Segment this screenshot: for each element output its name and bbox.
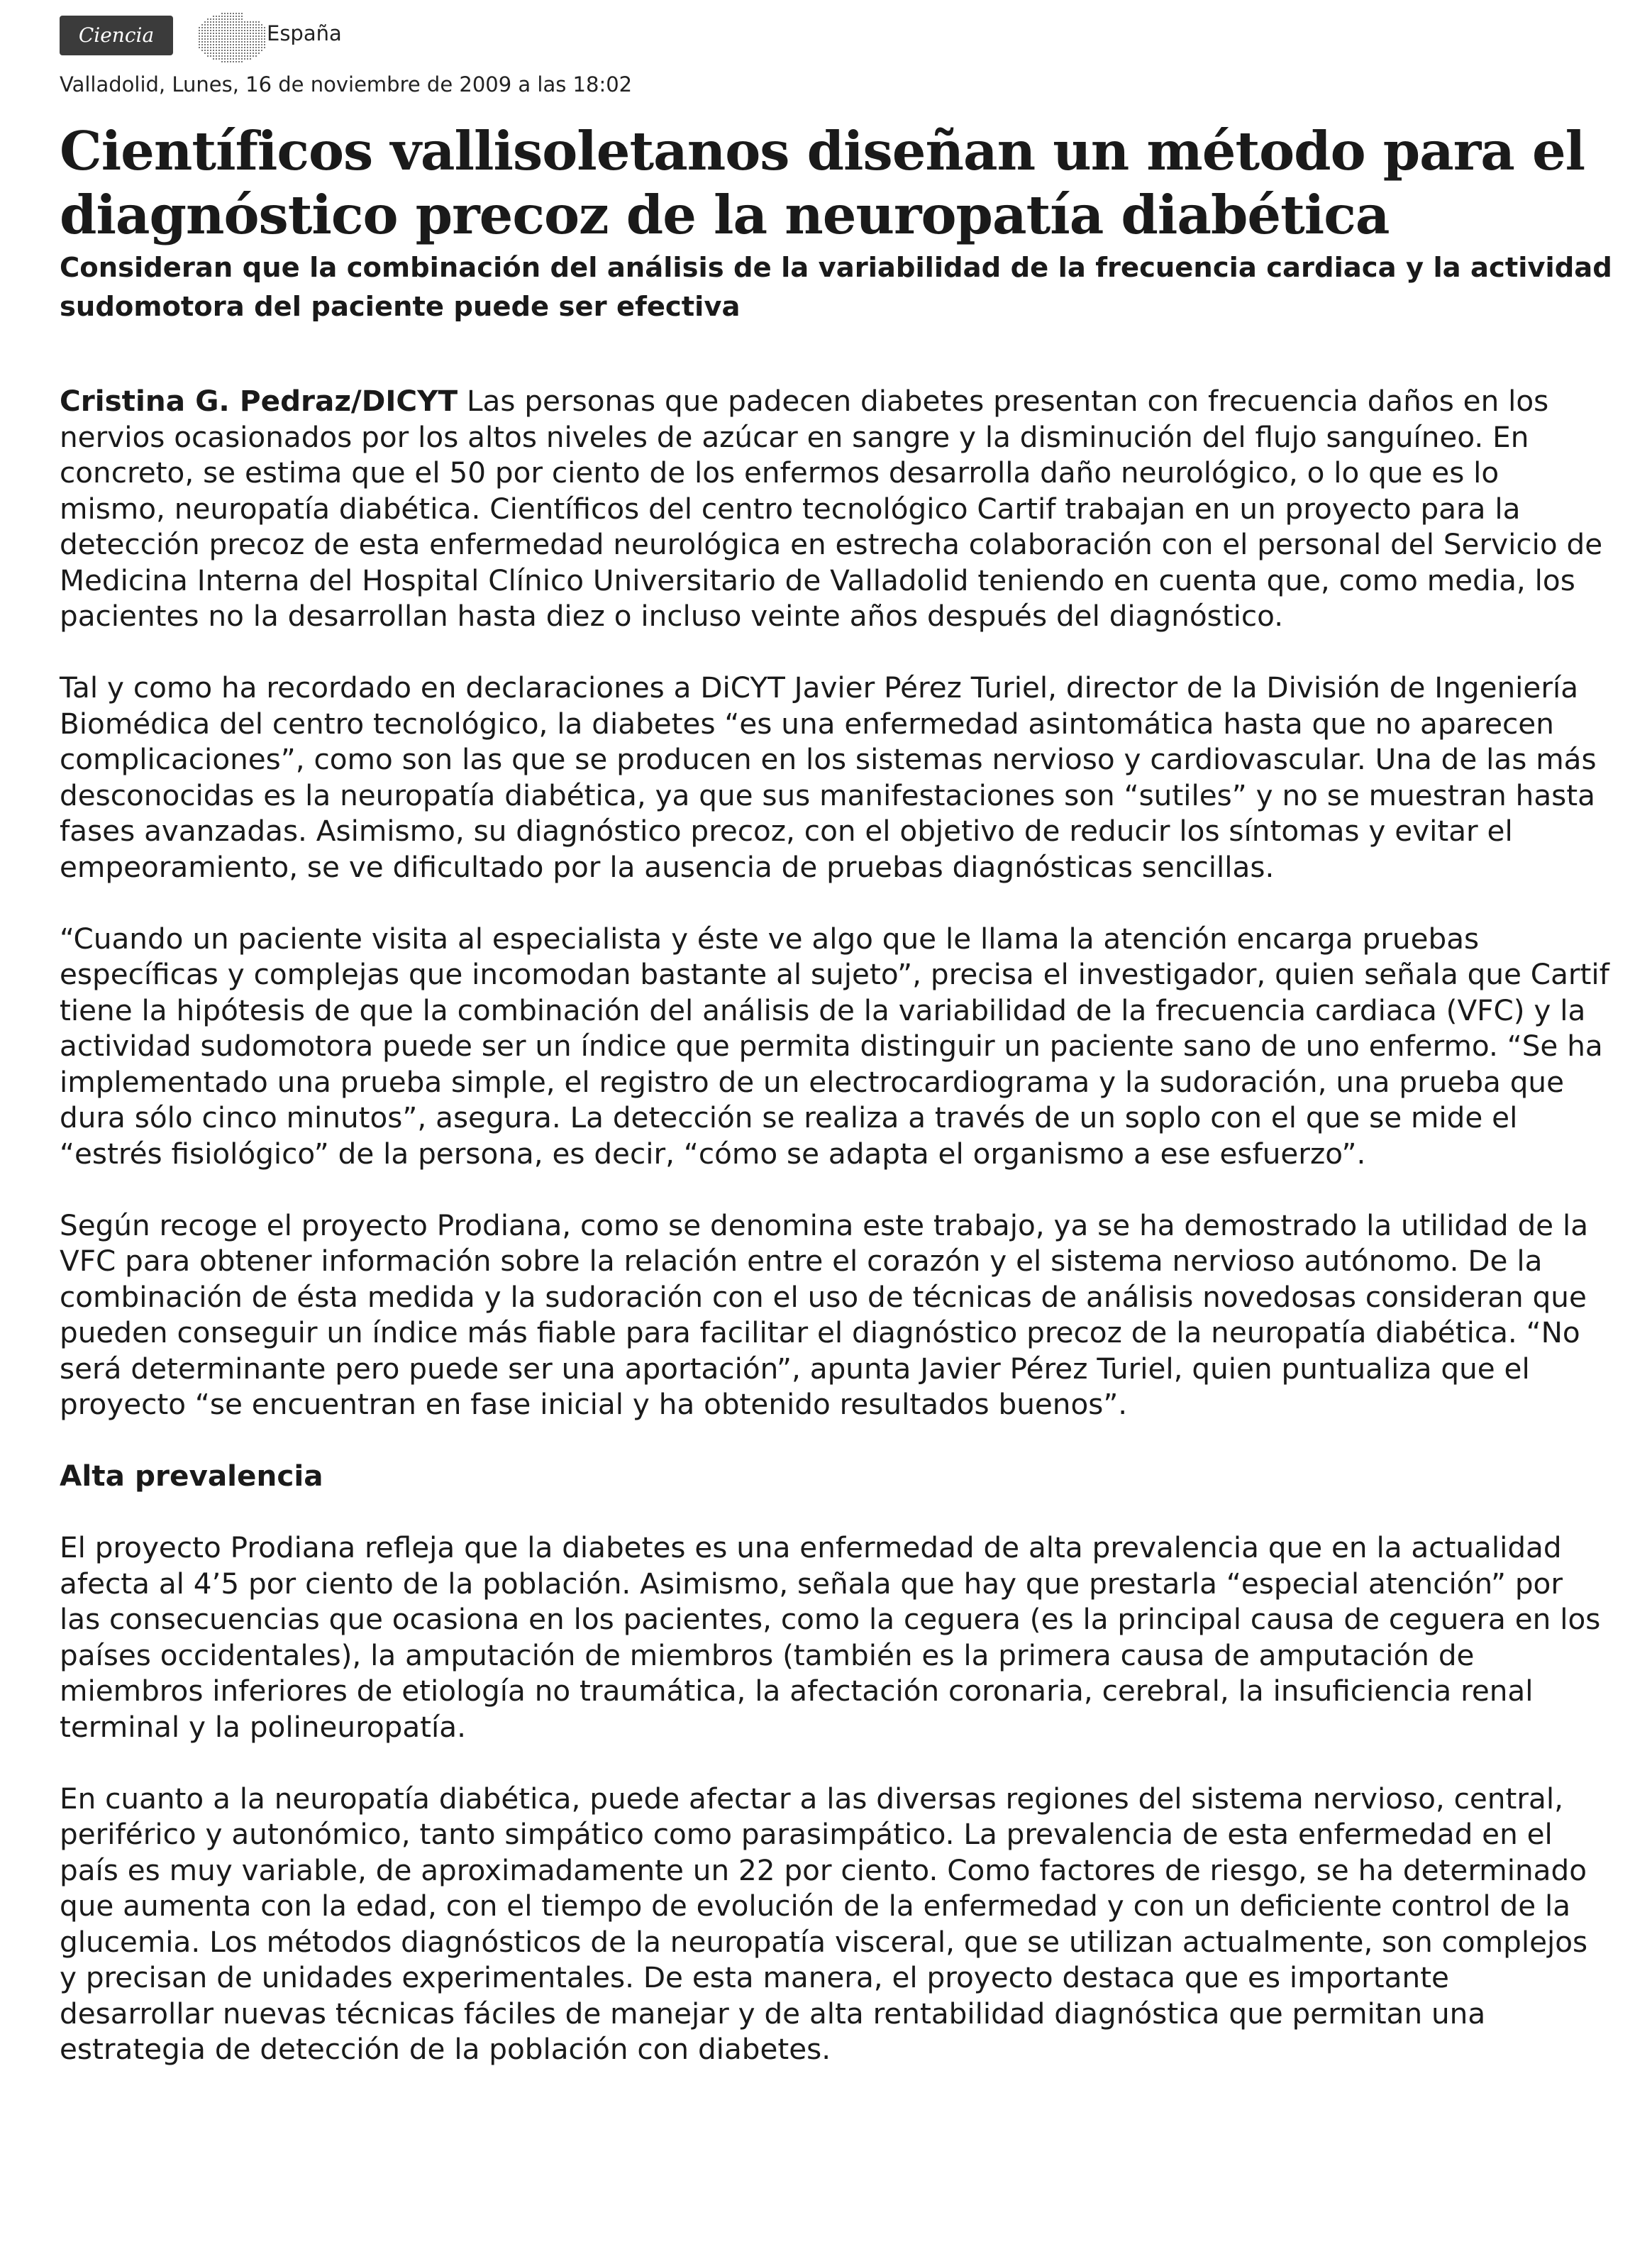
spain-map-icon: [193, 7, 270, 67]
headline: Científicos vallisoletanos diseñan un método para el diagnóstico precoz de la neuropatía diabética: [60, 120, 1585, 246]
paragraph: El proyecto Prodiana refleja que la diabetes es una enfermedad de alta prevalencia que en la actualidad afecta al 4’5 por ciento de la población. Asimismo, señala que hay que prestarla “especial atención” por las consecuencias que ocasiona en los pacientes, como la ceguera (es la principal causa de ceguera en los países occidentales), la amputación de miembros (también es la primera causa de amputación de miembros inferiores de etiología no traumática, la afectación coronaria, cerebral, la insuficiencia renal terminal y la polineuropatía.: [60, 1530, 1601, 1744]
lead-text: Las personas que padecen diabetes presentan con frecuencia daños en los nervios ocasionados por los altos niveles de azúcar en sangre y la disminución del flujo sanguíneo. En concreto, se estima que el 50 por ciento de los enfermos desarrolla daño neurológico, o lo que es lo mismo, neuropatía diabética. Científicos del centro tecnológico Cartif trabajan en un proyecto para la detección precoz de esta enfermedad neurológica en estrecha colaboración con el personal del Servicio de Medicina Interna del Hospital Clínico Universitario de Valladolid teniendo en cuenta que, como media, los pacientes no la desarrollan hasta diez o incluso veinte años después del diagnóstico.: [60, 384, 1603, 633]
paragraph: Según recoge el proyecto Prodiana, como se denomina este trabajo, ya se ha demostrado la utilidad de la VFC para obtener información sobre la relación entre el corazón y el sistema nervioso autónomo. De la combinación de ésta medida y la sudoración con el uso de técnicas de análisis novedosas consideran que pueden conseguir un índice más fiable para facilitar el diagnóstico precoz de la neuropatía diabética. “No será determinante pero puede ser una aportación”, apunta Javier Pérez Turiel, quien puntualiza que el proyecto “se encuentran en fase inicial y ha obtenido resultados buenos”.: [60, 1208, 1589, 1421]
subheadline: Consideran que la combinación del análisis de la variabilidad de la frecuencia cardiaca y la actividad sudomotora del paciente puede ser efectiva: [60, 252, 1612, 323]
paragraph: “Cuando un paciente visita al especialista y éste ve algo que le llama la atención encarga pruebas específicas y complejas que incomodan bastante al sujeto”, precisa el investigador, quien señala que Cartif tiene la hipótesis de que la combinación del análisis de la variabilidad de la frecuencia cardiaca (VFC) y la actividad sudomotora puede ser un índice que permita distinguir un paciente sano de uno enfermo. “Se ha implementado una prueba simple, el registro de un electrocardiograma y la sudoración, una prueba que dura sólo cinco minutos”, asegura. La detección se realiza a través de un soplo con el que se mide el “estrés fisiológico” de la persona, es decir, “cómo se adapta el organismo a ese esfuerzo”.: [60, 921, 1609, 1171]
lead-paragraph: [60, 383, 1610, 634]
paragraph: En cuanto a la neuropatía diabética, puede afectar a las diversas regiones del sistema nervioso, central, periférico y autonómico, tanto simpático como parasimpático. La prevalencia de esta enfermedad en el país es muy variable, de aproximadamente un 22 por ciento. Como factores de riesgo, se ha determinado que aumenta con la edad, con el tiempo de evolución de la enfermedad y con un deficiente control de la glucemia. Los métodos diagnósticos de la neuropatía visceral, que se utilizan actualmente, son complejos y precisan de unidades experimentales. De esta manera, el proyecto destaca que es importante desarrollar nuevas técnicas fáciles de manejar y de alta rentabilidad diagnóstica que permitan una estrategia de detección de la población con diabetes.: [60, 1781, 1588, 2066]
section-heading: Alta prevalencia: [60, 1459, 323, 1493]
byline: Cristina G. Pedraz/DICYT: [60, 384, 458, 418]
masthead: [60, 16, 485, 58]
section-tag[interactable]: Ciencia: [60, 16, 173, 55]
dateline: Valladolid, Lunes, 16 de noviembre de 2009 a las 18:02: [60, 72, 633, 96]
paragraph: Tal y como ha recordado en declaraciones a DiCYT Javier Pérez Turiel, director de la División de Ingeniería Biomédica del centro tecnológico, la diabetes “es una enfermedad asintomática hasta que no aparecen complicaciones”, como son las que se producen en los sistemas nervioso y cardiovascular. Una de las más desconocidas es la neuropatía diabética, ya que sus manifestaciones son “sutiles” y no se muestran hasta fases avanzadas. Asimismo, su diagnóstico precoz, con el objetivo de reducir los síntomas y evitar el empeoramiento, se ve dificultado por la ausencia de pruebas diagnósticas sencillas.: [60, 670, 1597, 884]
article-body: [60, 383, 1610, 2103]
country-label: España: [267, 21, 342, 45]
